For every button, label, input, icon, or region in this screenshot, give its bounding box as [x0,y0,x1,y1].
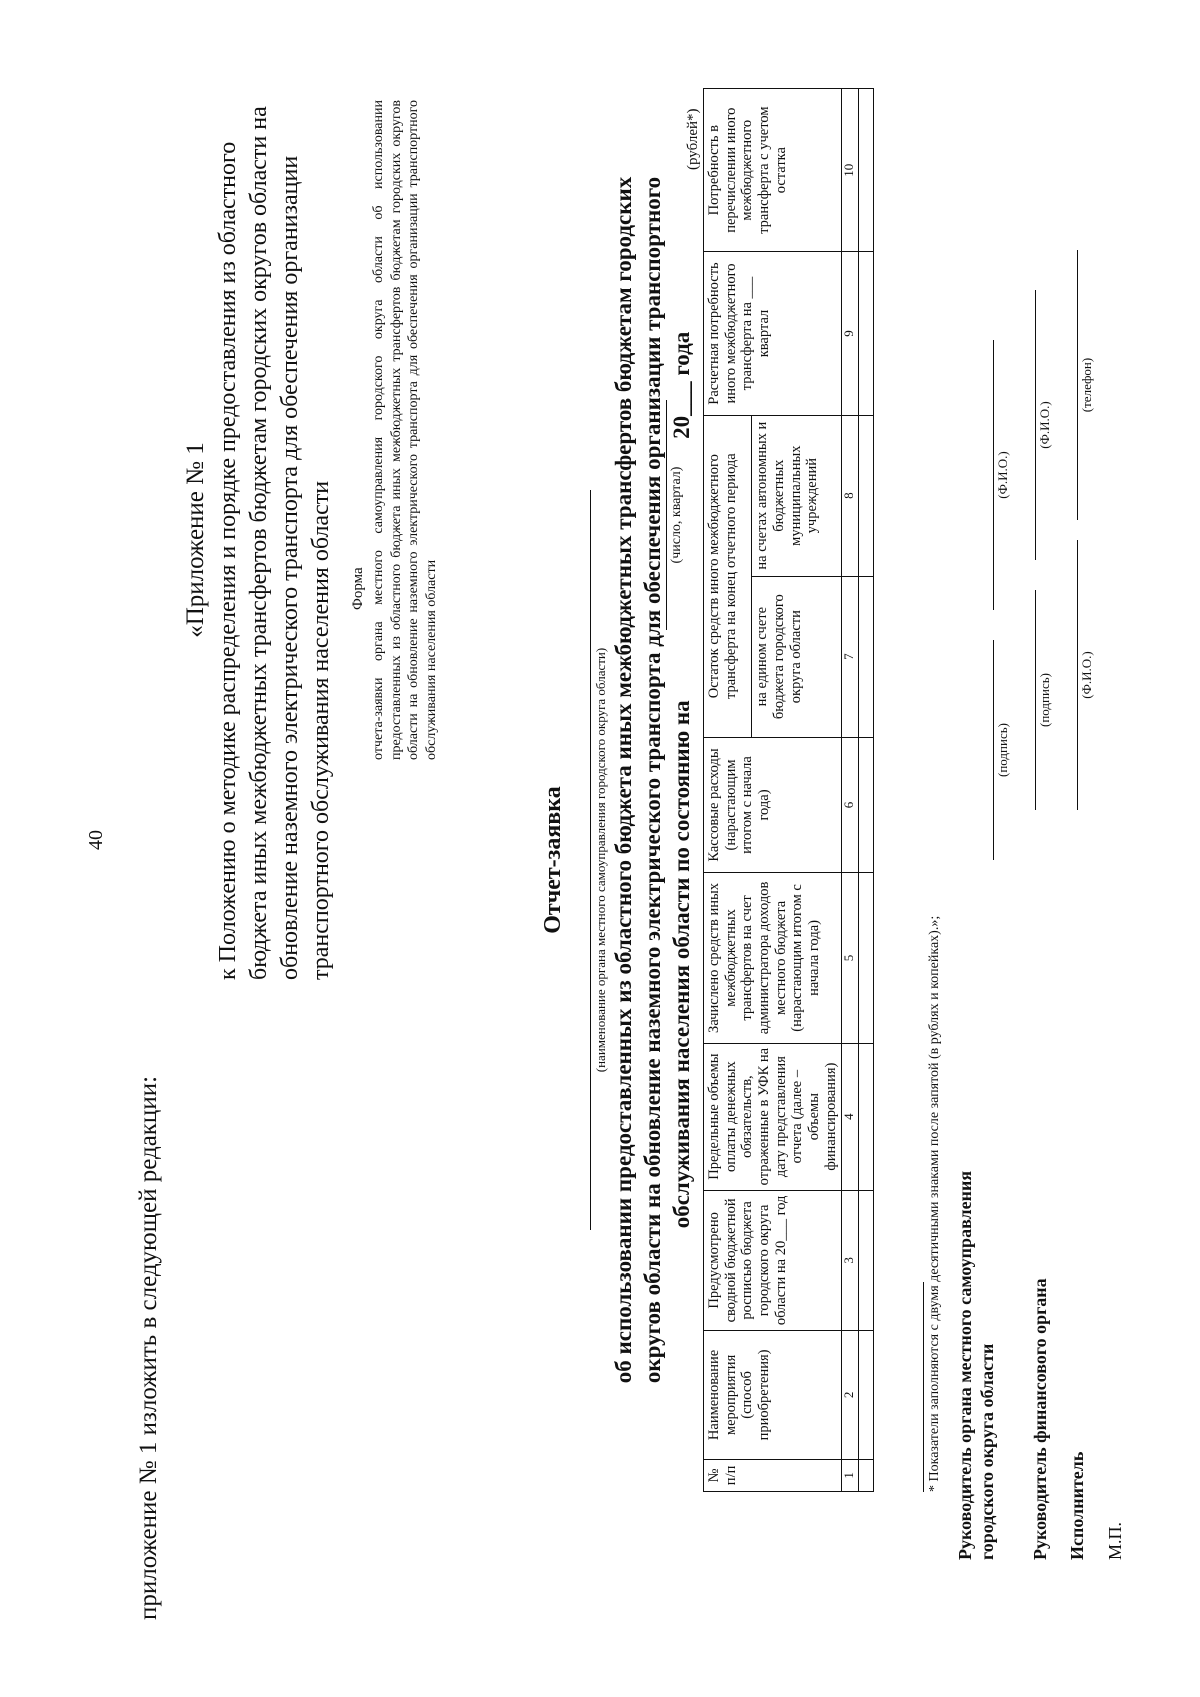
column-number: 10 [842,89,859,252]
header-cell: Наименование мероприятия (способ приобретения) [704,1331,842,1460]
signature-line [1035,590,1036,810]
column-number: 8 [842,415,859,576]
fio-caption: (Ф.И.О.) [1079,651,1094,699]
column-number: 4 [842,1043,859,1190]
signer-head-finance: Руководитель финансового органа [1030,1278,1050,1560]
column-number: 7 [842,576,859,737]
fio-caption: (Ф.И.О.) [995,451,1010,499]
header-cell: Расчетная потребность иного межбюджетного трансферта на ___ квартал [704,252,842,415]
appendix-block [180,100,337,980]
column-number: 6 [842,737,859,873]
fio-line [1077,540,1078,810]
header-cell: на едином счете бюджета городского округа области [752,576,842,737]
date-line [665,400,667,630]
subtitle-line-2: округов области на обновление наземного электрического транспорта для обеспечения организации транспортного [639,176,665,1384]
signature-caption: (подпись) [1037,673,1052,727]
table-number-row [842,89,859,1492]
units-label: (рублей*) [685,108,701,170]
header-cell: Остаток средств иного межбюджетного трансферта на конец отчетного периода [704,415,752,737]
report-subtitle [610,140,696,1420]
date-caption: (число, квартал) [669,466,684,564]
document-title: Отчет-заявка [540,786,566,934]
page-number: 40 [85,830,107,850]
appendix-heading: «Приложение № 1 [182,442,209,638]
appendix-text: к Положению о методике распределения и порядке предоставления из областного бюджета иных межбюджетных трансфертов бюджетам городских округов области на обновление наземного электрического транспорта для обеспечения организации транспортного обслуживания населения области [214,106,335,980]
fio-caption: (Ф.И.О.) [1037,401,1052,449]
column-number: 5 [842,873,859,1043]
column-number: 1 [842,1459,859,1491]
footnote: * Показатели заполняются с двумя десятичными знаками после запятой (в рублях и копейках).»; [927,915,942,1492]
form-description: отчета-заявки органа местного самоуправления городского округа области об использовании предоставленных из областного бюджета иных межбюджетных трансфертов бюджетам городских округов области на обновление наземного электрического транспорта для обеспечения организации транспортного обслуживания населения области [371,100,439,760]
intro-text: приложение № 1 изложить в следующей редакции: [135,1075,162,1620]
subtitle-year: 20___ года [668,331,694,439]
signature-caption: (подпись) [995,723,1010,777]
footnote-rule [923,1282,924,1492]
form-label: Форма [350,567,366,610]
header-cell: Потребность в перечислении иного межбюджетного трансферта с учетом остатка [704,89,842,252]
fio-line [993,340,994,610]
header-cell: № п/п [704,1459,842,1491]
rotated-page [85,80,1145,1640]
subtitle-line-3 [668,140,697,1420]
phone-line [1077,250,1078,520]
report-table [703,88,874,1492]
seal-label: М.П. [1105,1521,1125,1560]
signer-head-local: Руководитель органа местного самоуправления городского округа области [955,1170,997,1560]
column-number: 3 [842,1190,859,1330]
signer-executor: Исполнитель [1067,1451,1087,1560]
org-name-line [590,490,591,1230]
phone-caption: (телефон) [1079,357,1094,413]
subtitle-line-1: об использовании предоставленных из областного бюджета иных межбюджетных трансфертов бюджетам городских [611,176,636,1384]
header-cell: Кассовые расходы (нарастающим итогом с начала года) [704,737,842,873]
header-cell: на счетах автономных и бюджетных муниципальных учреждений [752,415,842,576]
header-cell: Предельные объемы оплаты денежных обязательств, отраженные в УФК на дату представления отчета (далее – объемы финансирования) [704,1043,842,1190]
fio-line [1035,290,1036,560]
header-cell: Зачислено средств иных межбюджетных трансфертов на счет администратора доходов местного бюджета (нарастающим итогом с начала года) [704,873,842,1043]
column-number: 2 [842,1331,859,1460]
table-empty-row [859,89,874,1492]
table-header-row [704,89,752,1492]
org-name-caption: (наименование органа местного самоуправления городского округа области) [593,647,608,1073]
signature-line [993,640,994,860]
subtitle-line-3-text: обслуживания населения области по состоянию на [668,700,694,1229]
column-number: 9 [842,252,859,415]
header-cell: Предусмотрено сводной бюджетной росписью бюджета городского округа области на 20___ год [704,1190,842,1330]
